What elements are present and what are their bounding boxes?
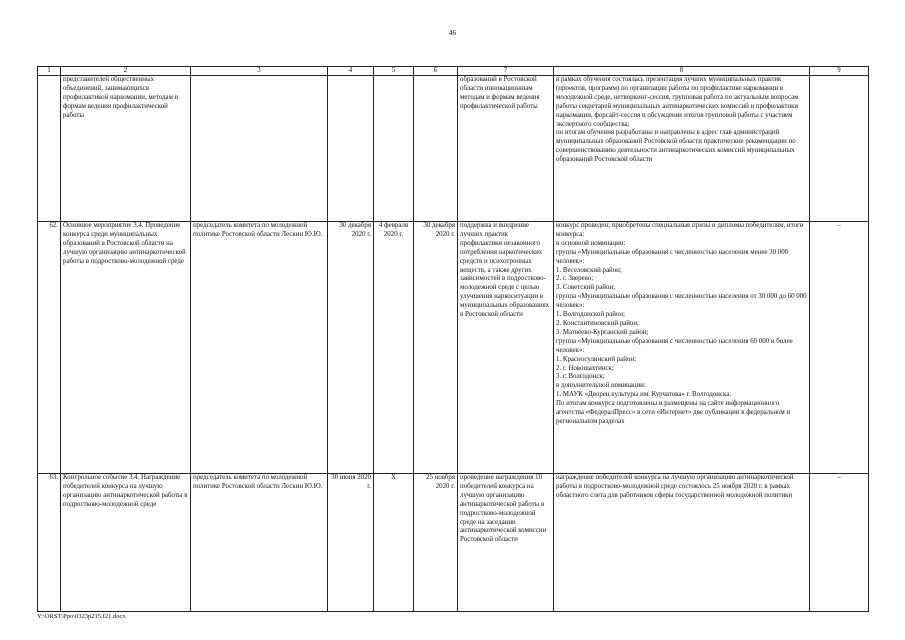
activity-cell: представителей общественных объединений, занимающихся профилактикой наркомании, методам и формам ведения профилактической работы — [61, 76, 191, 222]
start-date-cell: Х — [374, 474, 414, 612]
row-number — [38, 76, 61, 222]
result-line: группа «Муниципальные образования с численностью населения от 30 000 до 60 000 человек»: — [556, 293, 807, 310]
row-number: 62. — [38, 222, 61, 474]
column-header: 7 — [458, 67, 554, 76]
page-number: 46 — [448, 28, 457, 37]
planned-date-cell — [328, 76, 374, 222]
activity-cell: Контрольное событие 3.4. Награждение победителей конкурса на лучшую организацию антинаркотической работы в подростково-молодежной среде — [61, 474, 191, 612]
result-line: 1. МАУК «Дворец культуры им. Курчатова» г. Волгодонска. — [556, 391, 732, 399]
expected-result-cell: образований в Ростовской области инновационным методам и формам ведения профилактической работы — [458, 76, 554, 222]
responsible-cell — [191, 76, 328, 222]
document-path: Y:\ORST\Ppo\0323p215.f21.docx — [37, 613, 126, 620]
expected-result-cell: поддержка и внедрение лучших практик профилактики незаконного потребления наркотических средств и психотропных веществ, а также других зависимостей в подростково-молодежной среде с целью улучшения наркоситуации в муниципальных образованиях в Ростовской области — [458, 222, 554, 474]
result-line: 3. г. Волгодонск; — [556, 373, 605, 381]
result-line: 3. Советский район; — [556, 284, 616, 292]
column-header: 2 — [61, 67, 191, 76]
result-line: 2. г. Зверево; — [556, 275, 594, 283]
result-line: 2. г. Новошахтинск; — [556, 364, 614, 372]
start-date-cell — [374, 76, 414, 222]
column-header: 8 — [554, 67, 810, 76]
result-line: в основной номинации: — [556, 239, 626, 247]
result-line: в рамках обучения состоялась презентация лучших муниципальных практик (проектов, программ) по организации работы по профилактике наркомании в молодежной среде, нетворкинг-сессия, групповая работа по актуальным вопросам работы секретарей муниципальных антинаркотических комиссий и профилактики наркомании, форсайт-сессия и обсуждение итогов групповой работы с участием экспертного сообщества; — [556, 76, 799, 128]
actual-result-cell — [554, 76, 810, 222]
column-header: 4 — [328, 67, 374, 76]
result-line: 1. Волгодонской район; — [556, 311, 625, 319]
column-header: 9 — [810, 67, 869, 76]
column-header: 5 — [374, 67, 414, 76]
end-date-cell: 25 ноября 2020 г. — [414, 474, 458, 612]
column-header: 1 — [38, 67, 61, 76]
responsible-cell: председатель комитета по молодежной политике Ростовской области Лескин Ю.Ю. — [191, 474, 328, 612]
end-date-cell — [414, 76, 458, 222]
actual-result-cell — [554, 222, 810, 474]
start-date-cell: 4 февраля 2020 г. — [374, 222, 414, 474]
actual-result-cell — [554, 474, 810, 612]
table-row — [38, 76, 869, 222]
result-line: группа «Муниципальные образования с численностью населения 60 000 и более человек»: — [556, 337, 793, 354]
result-line: в дополнительной номинации: — [556, 382, 646, 390]
result-line: 1. Веселовский район; — [556, 266, 622, 274]
end-date-cell: 30 декабря 2020 г. — [414, 222, 458, 474]
notes-cell: – — [810, 474, 869, 612]
header-row — [38, 67, 869, 76]
row-number: 63. — [38, 474, 61, 612]
result-line: награждение победителей конкурса на лучшую организацию антинаркотической работы в подростково-молодежной среде состоялось 25 ноября 2020 г. в рамках областного слета для работников сферы государственной молодежной политики — [556, 474, 794, 499]
activity-cell: Основное мероприятие 3.4. Проведение конкурса среди муниципальных образований в Ростовской области на лучшую организацию антинаркотической работы в подростково-молодежной среде — [61, 222, 191, 474]
planned-date-cell: 30 июня 2020 г. — [328, 474, 374, 612]
result-line: конкурс проведен; приобретены специальные призы и дипломы победителям, итоги конкурса: — [556, 222, 804, 238]
notes-cell — [810, 76, 869, 222]
result-line: 2. Константиновский район; — [556, 319, 639, 327]
result-line: По итогам конкурса подготовлены и размещены на сайте информационного агентства «ФедералПресс» в сети «Интернет» две публикации в федеральном и региональном разделах — [556, 400, 791, 425]
result-line: 1. Красносулинский район; — [556, 355, 637, 363]
expected-result-cell: проведение награждения 10 победителей конкурса на лучшую организацию антинаркотической работы в подростково-молодежной среде на заседании антинаркотической комиссии Ростовской области — [458, 474, 554, 612]
result-line: группа «Муниципальные образования с численностью населения менее 30 000 человек»: — [556, 248, 789, 265]
result-line: 3. Матвеево-Курганский район; — [556, 328, 649, 336]
notes-cell: – — [810, 222, 869, 474]
table-row — [38, 222, 869, 474]
result-line: по итогам обучения разработаны и направлены в адрес глав администраций муниципальных образований Ростовской области практические рекомендации по совершенствованию деятельности антинаркотических комиссий муниципальных образований Ростовской области — [556, 129, 796, 164]
planned-date-cell: 30 декабря 2020 г. — [328, 222, 374, 474]
responsible-cell: председатель комитета по молодежной политике Ростовской области Лескин Ю.Ю. — [191, 222, 328, 474]
report-table — [37, 66, 869, 612]
table-row — [38, 474, 869, 612]
column-header: 3 — [191, 67, 328, 76]
column-header: 6 — [414, 67, 458, 76]
